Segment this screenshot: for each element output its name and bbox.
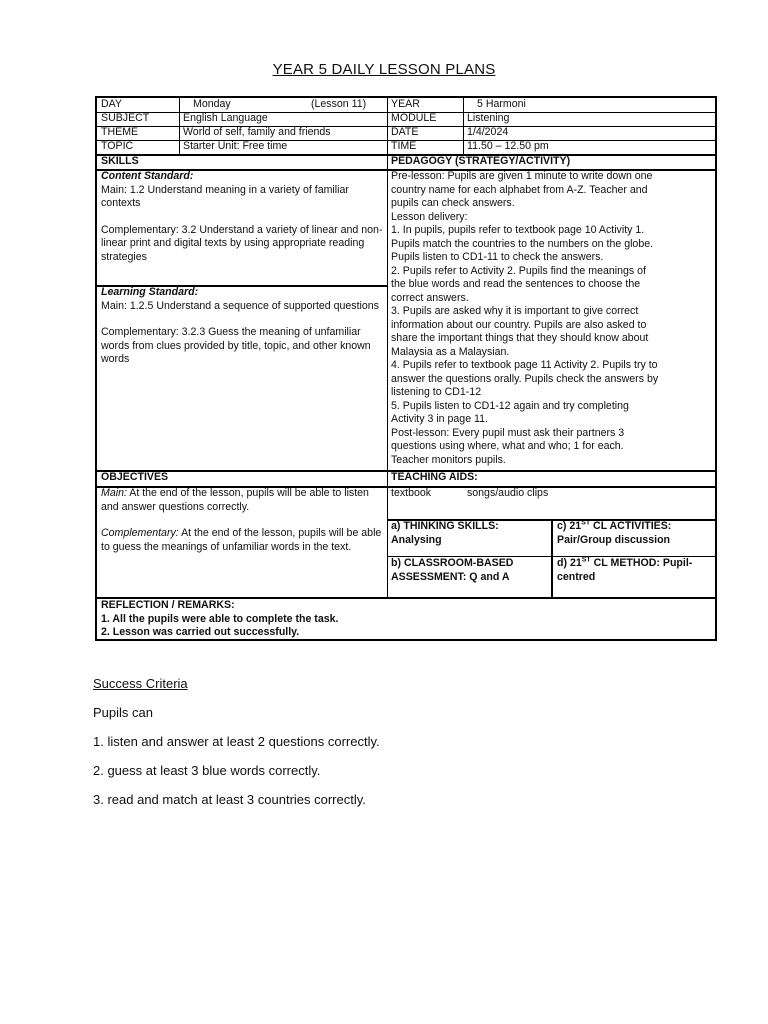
year-label: YEAR <box>391 98 420 110</box>
content-standard <box>97 170 387 285</box>
objective-main-text: At the end of the lesson, pupils will be able to listen and answer questions correctly. <box>101 487 369 513</box>
success-criterion-2: 2. guess at least 3 blue words correctly. <box>93 763 321 778</box>
pedagogy-line: listening to CD1-12 <box>391 386 482 398</box>
skills-header: SKILLS <box>101 155 139 167</box>
divider <box>463 98 464 155</box>
success-criteria-title: Success Criteria <box>93 676 188 691</box>
objective-comp-label: Complementary: <box>101 527 179 539</box>
module-value: Listening <box>467 112 510 124</box>
success-criterion-3: 3. read and match at least 3 countries correctly. <box>93 792 366 807</box>
cl-method-label: CL METHOD: Pupil- <box>590 557 693 569</box>
objective-complementary <box>101 527 383 554</box>
success-criterion-1: 1. listen and answer at least 2 questions correctly. <box>93 734 380 749</box>
thinking-skills-label: a) THINKING SKILLS: <box>391 520 499 532</box>
pedagogy-line: information about our country. Pupils are also asked to <box>391 318 647 331</box>
pedagogy-line: pupils can check answers. <box>391 197 515 209</box>
content-standard-main: Main: 1.2 Understand meaning in a variety of familiar contexts <box>101 183 349 209</box>
objective-main-label: Main: <box>101 487 127 499</box>
divider <box>97 126 715 127</box>
divider <box>97 112 715 113</box>
assessment-value: ASSESSMENT: Q and A <box>391 570 510 583</box>
pedagogy-line: correct answers. <box>391 291 469 304</box>
time-label: TIME <box>391 140 417 152</box>
pedagogy-line: the blue words and read the sentences to choose the <box>391 278 641 290</box>
pedagogy-line: country name for each alphabet from A-Z. Teacher and <box>391 183 648 196</box>
pedagogy-line: Teacher monitors pupils. <box>391 453 506 466</box>
pedagogy-content <box>387 170 717 470</box>
reflection-line-2: 2. Lesson was carried out successfully. <box>101 626 300 638</box>
divider <box>97 597 715 599</box>
divider <box>97 285 387 287</box>
pedagogy-line: Activity 3 in page 11. <box>391 413 488 425</box>
pedagogy-line: 4. Pupils refer to textbook page 11 Activity 2. Pupils try to <box>391 359 658 371</box>
subject-label: SUBJECT <box>101 112 150 124</box>
cl-activities-value: Pair/Group discussion <box>557 533 671 546</box>
divider <box>97 470 715 472</box>
pedagogy-line: Post-lesson: Every pupil must ask their partners 3 <box>391 426 625 439</box>
content-standard-label: Content Standard: <box>101 170 194 182</box>
cl-activities-sup: ST <box>581 520 591 527</box>
theme-label: THEME <box>101 126 139 138</box>
lesson-number: (Lesson 11) <box>311 98 367 110</box>
pedagogy-line: Lesson delivery: <box>391 210 468 223</box>
learning-standard-complementary: Complementary: 3.2.3 Guess the meaning of unfamiliar words from clues provided by title, topic, and other known words <box>101 326 371 365</box>
teaching-aid-audio: songs/audio clips <box>466 487 549 499</box>
pedagogy-line: 5. Pupils listen to CD1-12 again and try completing <box>391 399 629 412</box>
time-value: 11.50 – 12.50 pm <box>467 140 549 152</box>
cl-activities-box <box>553 520 717 547</box>
reflection-box <box>97 599 717 640</box>
teaching-aids-header: TEACHING AIDS: <box>391 471 478 483</box>
cl-activities-prefix: c) 21 <box>557 520 582 532</box>
divider <box>179 98 180 155</box>
pedagogy-line: questions using where, what and who; 1 for each. <box>391 440 624 452</box>
day-value: Monday <box>193 98 231 110</box>
thinking-skills-value: Analysing <box>391 533 442 546</box>
learning-standard-main: Main: 1.2.5 Understand a sequence of supported questions <box>101 299 379 312</box>
objectives-header: OBJECTIVES <box>101 471 169 483</box>
module-label: MODULE <box>391 112 437 124</box>
teaching-aids-content <box>387 487 717 501</box>
date-label: DATE <box>391 126 419 138</box>
reflection-header: REFLECTION / REMARKS: <box>101 599 235 611</box>
learning-standard-label: Learning Standard: <box>101 286 199 298</box>
thinking-skills-box <box>387 520 552 547</box>
topic-value: Starter Unit: Free time <box>183 140 288 152</box>
pedagogy-line: answer the questions orally. Pupils check the answers by <box>391 372 659 385</box>
pedagogy-line: Pupils listen to CD1-11 to check the answers. <box>391 251 604 263</box>
pedagogy-line: 2. Pupils refer to Activity 2. Pupils find the meanings of <box>391 264 646 277</box>
objective-main <box>101 487 383 514</box>
pedagogy-line: share the important things that they should know about <box>391 332 649 344</box>
cl-method-prefix: d) 21 <box>557 557 582 569</box>
lesson-plan-table <box>95 96 717 641</box>
success-criteria-intro: Pupils can <box>93 705 153 720</box>
pedagogy-line: Malaysia as a Malaysian. <box>391 345 510 358</box>
teaching-aid-textbook: textbook <box>391 487 432 499</box>
divider <box>97 140 715 141</box>
cl-method-value: centred <box>557 570 596 583</box>
theme-value: World of self, family and friends <box>183 126 331 138</box>
reflection-line-1: 1. All the pupils were able to complete the task. <box>101 612 339 625</box>
divider <box>551 519 553 598</box>
document-title: YEAR 5 DAILY LESSON PLANS <box>272 61 496 78</box>
cl-method-sup: ST <box>581 557 591 564</box>
content-standard-complementary: Complementary: 3.2 Understand a variety of linear and non-linear print and digital texts by using appropriate reading strategies <box>101 223 383 263</box>
day-label: DAY <box>101 98 122 110</box>
pedagogy-line: Pupils match the countries to the numbers on the globe. <box>391 237 654 250</box>
divider <box>387 98 388 598</box>
pedagogy-line: Pre-lesson: Pupils are given 1 minute to write down one <box>391 170 653 182</box>
objectives-content <box>97 487 387 597</box>
assessment-label: b) CLASSROOM-BASED <box>391 557 514 569</box>
subject-value: English Language <box>183 112 268 124</box>
divider <box>97 486 715 488</box>
cl-method-box <box>553 557 717 584</box>
cl-activities-label: CL ACTIVITIES: <box>590 520 672 532</box>
divider <box>97 169 715 171</box>
assessment-box <box>387 557 552 584</box>
topic-label: TOPIC <box>101 140 134 152</box>
pedagogy-line: 1. In pupils, pupils refer to textbook page 10 Activity 1. <box>391 224 645 236</box>
pedagogy-line: 3. Pupils are asked why it is important to give correct <box>391 305 639 317</box>
learning-standard <box>97 286 387 386</box>
objective-comp-text: At the end of the lesson, pupils will be able to guess the meanings of unfamiliar words in the text. <box>101 527 382 553</box>
pedagogy-header: PEDAGOGY (STRATEGY/ACTIVITY) <box>391 155 571 167</box>
divider <box>97 154 715 156</box>
date-value: 1/4/2024 <box>467 126 509 138</box>
year-value: 5 Harmoni <box>477 98 526 110</box>
